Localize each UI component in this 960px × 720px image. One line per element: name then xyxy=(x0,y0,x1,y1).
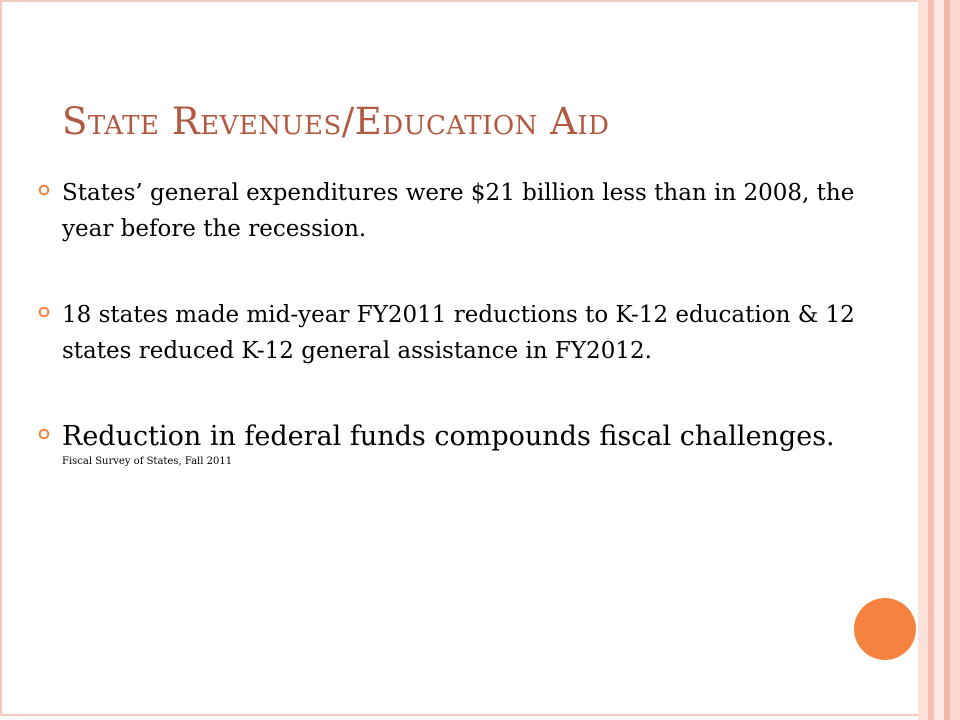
stripe xyxy=(918,0,928,720)
stripe xyxy=(934,0,944,720)
stripe xyxy=(950,0,960,720)
bullet-list xyxy=(38,175,908,519)
decorative-stripes xyxy=(918,0,960,720)
bullet-text: Reduction in federal funds compounds fiscal challenges. xyxy=(62,421,835,452)
slide-title: State Revenues/Education Aid xyxy=(62,100,610,143)
decorative-orange-circle xyxy=(854,598,916,660)
bullet-text: 18 states made mid-year FY2011 reductions to K-12 education & 12 states reduced K-12 general assistance in FY2012. xyxy=(62,302,855,364)
source-citation: Fiscal Survey of States, Fall 2011 xyxy=(62,456,233,467)
hollow-circle-bullet-icon xyxy=(38,184,50,196)
hollow-circle-bullet-icon xyxy=(38,428,50,440)
bullet-item xyxy=(38,297,908,369)
hollow-circle-bullet-icon xyxy=(38,306,50,318)
bullet-item xyxy=(38,419,908,469)
bullet-item xyxy=(38,175,908,247)
bullet-text: States’ general expenditures were $21 billion less than in 2008, the year before the recession. xyxy=(62,180,855,242)
